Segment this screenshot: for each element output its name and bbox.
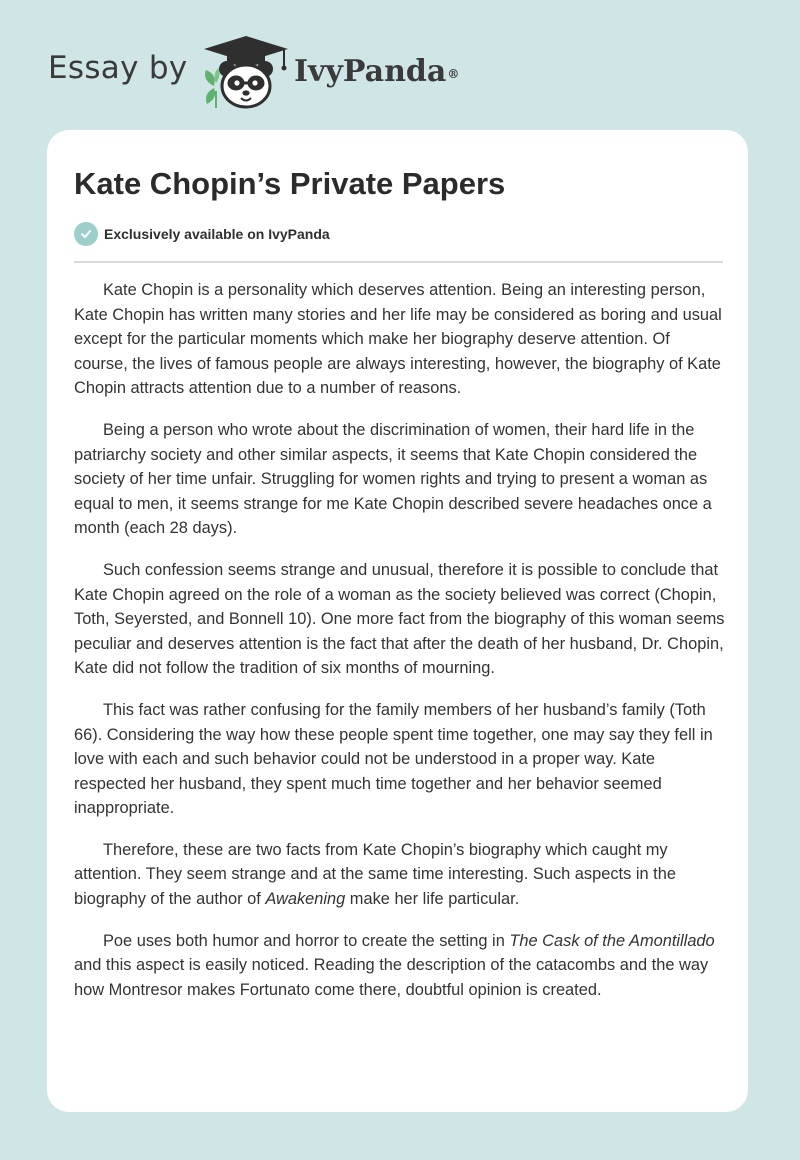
brand-text: IvyPanda xyxy=(294,54,447,89)
paragraph: This fact was rather confusing for the family members of her husband’s family (Toth 66). Considering the way how these people spent time together, one may say they fell in love with each and such behavior could not be understood in a proper way. Kate respected her husband, they spent much time together and her behavior seemed inappropriate. xyxy=(74,700,713,818)
paragraph-text: Poe uses both humor and horror to create the setting in xyxy=(103,931,510,950)
paragraph xyxy=(74,838,726,912)
essay-by-label: Essay by xyxy=(48,50,188,86)
divider xyxy=(74,261,723,263)
brand-name[interactable] xyxy=(294,52,459,92)
paragraph-text: Therefore, these are two facts from Kate Chopin’s biography which caught my attention. They seem strange and at the same time interesting. Such aspects in the biography of the author of xyxy=(74,840,676,909)
exclusive-badge xyxy=(74,222,330,246)
trademark-symbol: ® xyxy=(447,67,460,81)
site-header xyxy=(0,0,800,128)
paragraph-text: and this aspect is easily noticed. Reading the description of the catacombs and the way how Montresor makes Fortunato come there, doubtful opinion is created. xyxy=(74,956,709,999)
essay-card xyxy=(47,130,748,1112)
story-title: The Cask of the Amontillado xyxy=(509,931,715,950)
essay-body xyxy=(74,278,726,1019)
panda-logo-icon[interactable] xyxy=(200,36,292,110)
paragraph: Being a person who wrote about the discrimination of women, their hard life in the patriarchy society and other similar aspects, it seems that Kate Chopin considered the society of her time unfair. Struggling for women rights and trying to present a woman as equal to men, it seems strange for me Kate Chopin described severe headaches once a month (each 28 days). xyxy=(74,420,712,538)
badge-label: Exclusively available on IvyPanda xyxy=(104,226,330,242)
checkmark-icon xyxy=(74,222,98,246)
paragraph: Kate Chopin is a personality which deserves attention. Being an interesting person, Kate Chopin has written many stories and her life may be considered as boring and usual except for the particular moments which make her biography deserve attention. Of course, the lives of famous people are always interesting, however, the biography of Kate Chopin attracts attention due to a number of reasons. xyxy=(74,281,722,398)
paragraph-text: make her life particular. xyxy=(345,890,520,909)
paragraph xyxy=(74,929,726,1003)
book-title: Awakening xyxy=(265,890,346,909)
paragraph: Such confession seems strange and unusual, therefore it is possible to conclude that Kate Chopin agreed on the role of a woman as the society believed was correct (Chopin, Toth, Seyersted, and Bonnell 10). One more fact from the biography of this woman seems peculiar and deserves attention is the fact that after the death of her husband, Dr. Chopin, Kate did not follow the tradition of six months of mourning. xyxy=(74,560,725,678)
essay-title: Kate Chopin’s Private Papers xyxy=(74,166,506,201)
